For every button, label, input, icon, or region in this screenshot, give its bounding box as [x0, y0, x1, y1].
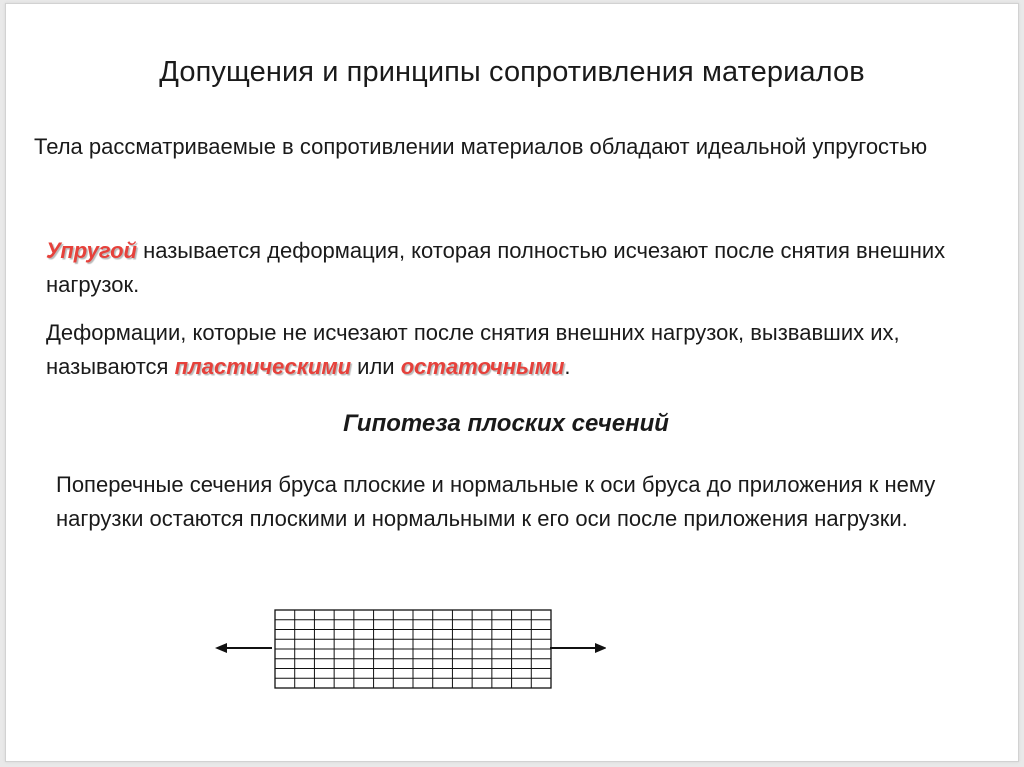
plastic-text-after: .	[564, 354, 571, 379]
beam-diagram	[206, 600, 606, 700]
term-plastic: пластическими	[174, 354, 352, 379]
paragraph-plastic-deformation	[46, 316, 966, 384]
paragraph-ideal-elasticity: Тела рассматриваемые в сопротивлении материалов обладают идеальной упругостью	[34, 134, 928, 159]
plastic-connector: или	[351, 354, 401, 379]
term-elastic: Упругой	[46, 238, 137, 263]
hypothesis-text: Поперечные сечения бруса плоские и нормальные к оси бруса до приложения к нему нагрузки остаются плоскими и нормальными к его оси после приложения нагрузки.	[56, 472, 936, 531]
beam-grid	[275, 610, 551, 688]
left-arrow-icon	[215, 643, 272, 653]
paragraph-elastic-deformation	[46, 234, 966, 302]
elastic-definition-text: называется деформация, которая полностью исчезают после снятия внешних нагрузок.	[46, 238, 946, 297]
slide	[5, 3, 1019, 762]
plastic-text-before: Деформации, которые не исчезают после снятия внешних нагрузок, вызвавших их, называются	[46, 320, 900, 379]
term-residual: остаточными	[400, 354, 565, 379]
right-arrow-icon	[550, 643, 606, 653]
slide-title: Допущения и принципы сопротивления материалов	[159, 56, 865, 88]
hypothesis-heading: Гипотеза плоских сечений	[343, 410, 669, 437]
